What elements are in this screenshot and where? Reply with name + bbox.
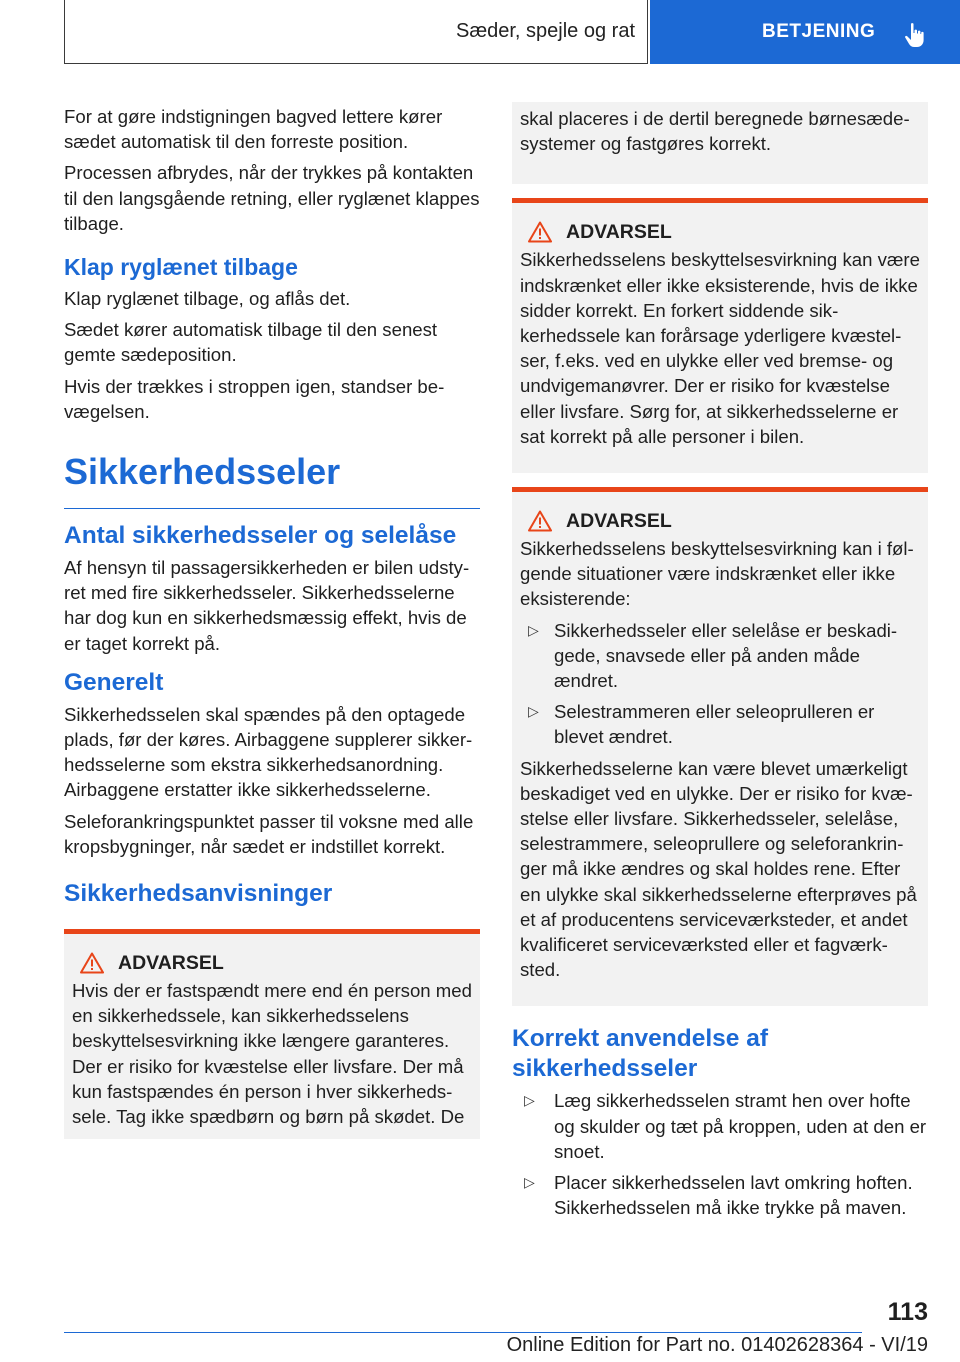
paragraph: Sædet kører automatisk tilbage til den senest gemte sædeposition. <box>64 319 438 366</box>
right-column <box>512 102 928 1227</box>
paragraph: Klap ryglænet tilbage, og aflås det. <box>64 288 351 310</box>
warning-triangle-icon <box>528 510 552 532</box>
list-item <box>512 1170 928 1220</box>
triangle-bullet-icon: ▷ <box>528 621 539 638</box>
warning-box <box>64 929 480 1139</box>
triangle-bullet-icon: ▷ <box>528 703 539 720</box>
list-item <box>512 1088 928 1164</box>
warning-title-text: ADVARSEL <box>566 510 672 533</box>
list-item <box>520 618 920 694</box>
paragraph: Seleforankringspunktet passer til voksne med alle kropsbygninger, når sædet er indstillet korrekt. <box>64 810 474 857</box>
paragraph: Af hensyn til passagersikkerheden er bilen udstyret med fire sikkerhedsseler. Sikkerhedsselerne har dog kun en sikkerhedsmæssig effekt, hvis de er taget korrekt på. <box>64 557 470 654</box>
footer-divider <box>64 1332 862 1333</box>
warning-bullet-list <box>520 618 920 750</box>
header-chapter-box <box>650 0 960 64</box>
triangle-bullet-icon: ▷ <box>524 1174 535 1191</box>
list-item-text: Læg sikkerhedsselen stramt hen over hofte og skulder og tæt på kroppen, uden at den er snoet. <box>554 1090 927 1162</box>
heading-sikkerhedsanvisninger: Sikkerhedsanvisninger <box>64 880 333 908</box>
warning-text: Sikkerhedsselerne kan være blevet umærkeligt beskadiget ved en ulykke. Der er risiko for kvæstelse eller livsfare. Sikkerhedsseler, selelåse, selestrammere, seleoprullere og seleforankringer må ikke ændres og skal holdes rene. Efter en ulykke skal sikkerhedsselerne efterprøves på et af producentens serviceværksteder, et andet kvalificeret serviceværksted eller et fagværksted. <box>520 757 917 981</box>
paragraph: For at gøre indstigningen bagved lettere kører sædet automatisk til den forreste position. <box>64 106 443 153</box>
warning-box <box>512 487 928 1006</box>
warning-title <box>520 219 920 245</box>
warning-title <box>520 508 920 534</box>
heading-generelt: Generelt <box>64 668 164 696</box>
heading-korrekt-anvendelse: Korrekt anvendelse af sikkerhedsseler <box>512 1025 768 1083</box>
left-column <box>64 104 480 1153</box>
hand-pointer-icon <box>904 22 926 48</box>
header-section-box <box>64 0 648 64</box>
warning-triangle-icon <box>80 952 104 974</box>
warning-title-text: ADVARSEL <box>118 952 224 975</box>
list-item <box>520 699 920 749</box>
warning-title-text: ADVARSEL <box>566 221 672 244</box>
warning-text: Sikkerhedsselens beskyttelsesvirkning kan være indskrænket eller ikke eksisterende, hvis de ikke sidder korrekt. En forkert siddende sikkerhedssele kan forårsage yderligere kvæstelser, f.eks. ved en ulykke eller ved bremse- og undvigemanøvrer. Der er risiko for kvæstelse eller livsfare. Sørg for, at sikkerhedsselerne er sat korrekt på alle personer i bilen. <box>520 249 920 447</box>
header-section-title: Sæder, spejle og rat <box>456 20 635 42</box>
paragraph: Sikkerhedsselen skal spændes på den optagede plads, før der køres. Airbaggene supplerer sikkerhedsselerne som ekstra sikkerhedsanordning. Airbaggene erstatter ikke sikkerhedsselerne. <box>64 703 473 801</box>
warning-text: Sikkerhedsselens beskyttelsesvirkning kan i følgende situationer være indskrænket eller ikke eksisterende: <box>520 538 914 610</box>
heading-antal-sikkerhedsseler: Antal sikkerhedsseler og selelåse <box>64 522 457 550</box>
triangle-bullet-icon: ▷ <box>524 1092 535 1109</box>
header-chapter-title: BETJENING <box>762 21 876 42</box>
list-item-text: Selestrammeren eller seleoprulleren er blevet ændret. <box>554 701 875 748</box>
section-title-sikkerhedsseler: Sikkerhedsseler <box>64 450 480 509</box>
warning-title <box>72 950 472 976</box>
warning-text: skal placeres i de dertil beregnede børnesædesystemer og fastgøres korrekt. <box>520 108 910 155</box>
warning-text: Hvis der er fastspændt mere end én person med en sikkerhedssele, kan sikkerhedsselens beskyttelsesvirkning ikke længere garanteres. Der er risiko for kvæstelse eller livsfare. Der må kun fastspændes én person i hver sikkerhedssele. Tag ikke spædbørn og børn på skødet. De <box>72 980 472 1128</box>
bullet-list <box>512 1088 928 1220</box>
warning-triangle-icon <box>528 221 552 243</box>
paragraph: Processen afbrydes, når der trykkes på kontakten til den langsgående retning, eller ryglænet klappes tilbage. <box>64 162 480 234</box>
subheading-klap-ryglaenet: Klap ryglænet tilbage <box>64 254 298 281</box>
list-item-text: Placer sikkerhedsselen lavt omkring hoften. Sikkerhedsselen må ikke trykke på maven. <box>554 1172 913 1219</box>
page-number: 113 <box>887 1298 928 1326</box>
warning-box <box>512 198 928 473</box>
footer-edition: Online Edition for Part no. 01402628364 - VI/19 <box>506 1334 928 1356</box>
list-item-text: Sikkerhedsseler eller selelåse er beskadigede, snavsede eller på anden måde ændret. <box>554 619 898 692</box>
paragraph: Hvis der trækkes i stroppen igen, standser bevægelsen. <box>64 375 445 422</box>
warning-continuation <box>512 102 928 184</box>
